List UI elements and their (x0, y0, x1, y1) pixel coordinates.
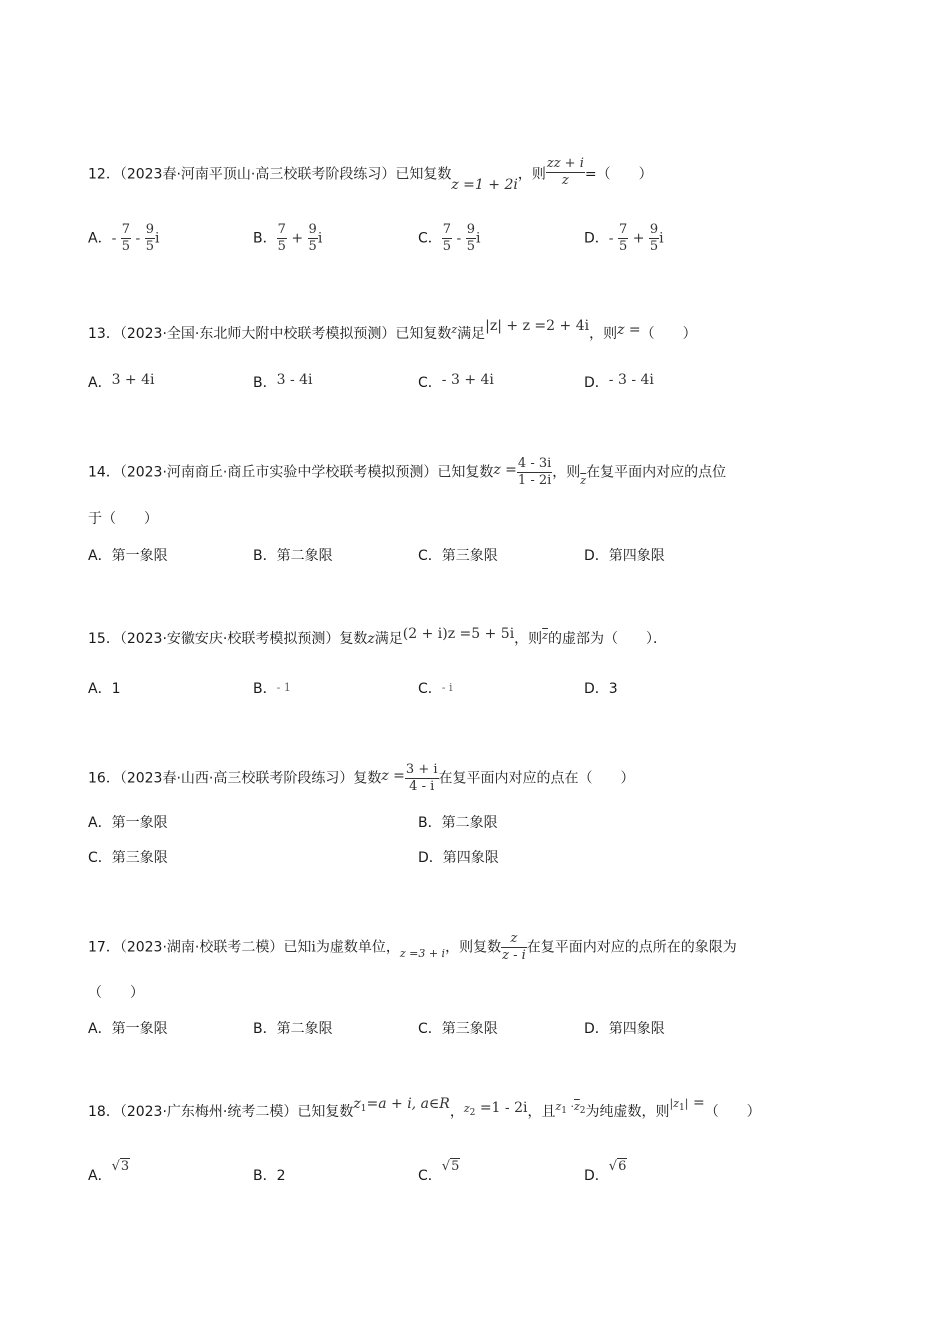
option-op: - (456, 230, 462, 247)
q16-number: 16． (88, 770, 120, 787)
option-value: - i (441, 681, 453, 694)
q15-option-d[interactable] (584, 678, 618, 698)
q14-frac-den: 1 - 2i (517, 473, 552, 488)
option-letter: A． (88, 815, 112, 831)
option-op: + (291, 230, 304, 247)
option-letter: C． (418, 230, 442, 247)
q14-tail: 在复平面内对应的点位 (586, 464, 727, 481)
q18-tail2: = (692, 1095, 705, 1111)
q16-fraction (405, 762, 439, 795)
q15-mid: 满足 (374, 631, 403, 647)
option-unit: i (659, 230, 664, 247)
option-letter: A． (88, 1168, 112, 1184)
option-unit: i (317, 230, 323, 247)
option-value: 第四象限 (608, 1021, 665, 1037)
q14-source: （2023·河南商丘·商丘市实验中学校联考模拟预测）已知复数 (119, 464, 494, 481)
q16-option-c[interactable] (88, 847, 168, 867)
q13-tail2: z = (617, 322, 641, 338)
option-op: - (135, 230, 141, 247)
option-letter: C． (88, 850, 112, 866)
q18-tail3: （ ） (704, 1104, 761, 1120)
option-value: - 1 (276, 681, 291, 694)
q17-fraction (501, 931, 527, 964)
option-value: 第一象限 (111, 548, 168, 564)
q16-tail: 在复平面内对应的点在（ ） (438, 770, 635, 787)
q18-z2-def-group: $z_2 =1 - 2i$ (463, 1100, 528, 1118)
q13-tail3: （ ） (640, 326, 697, 342)
q17-option-d[interactable] (584, 1018, 665, 1038)
q14-option-a[interactable] (88, 545, 168, 565)
q14-mid: ，则 (552, 464, 581, 481)
option-value: 1 (111, 681, 121, 697)
option-letter: B． (253, 230, 277, 247)
question-16 (88, 762, 635, 795)
q18-option-b[interactable] (253, 1165, 286, 1185)
question-13 (88, 318, 697, 343)
q12-number: 12． (88, 166, 120, 183)
q16-source: （2023春·山西·高三校联考阶段练习）复数 (119, 770, 382, 787)
q14-frac-num: 4 - 3i (517, 456, 552, 471)
q15-number: 15． (88, 631, 120, 647)
q18-option-d[interactable] (584, 1159, 627, 1185)
option-letter: D． (418, 850, 443, 866)
option-value: 3 (120, 1159, 130, 1174)
option-letter: C． (418, 548, 442, 564)
option-value: 5 (451, 1159, 460, 1174)
q16-option-d[interactable] (418, 847, 499, 867)
option-frac-1: $\frac{7}{5}$ (277, 222, 286, 254)
q12-expression (546, 156, 585, 189)
q18-option-c[interactable] (418, 1159, 460, 1185)
q13-mid: 满足 (457, 326, 486, 342)
q14-lhs: z = (493, 461, 517, 478)
question-17 (88, 931, 737, 964)
option-sign: - (608, 230, 614, 247)
q14-line2: 于（ ） (88, 511, 158, 527)
q18-number: 18． (88, 1104, 120, 1120)
option-unit: i (154, 230, 160, 247)
q14-fraction (517, 456, 552, 489)
q13-source: （2023·全国·东北师大附中校联考模拟预测）已知复数 (119, 326, 452, 342)
option-letter: B． (418, 815, 442, 831)
q15-var: z (367, 631, 375, 647)
q12-option-a[interactable] (88, 222, 159, 255)
question-12 (88, 158, 653, 191)
question-15 (88, 628, 667, 648)
q17-mid: 为虚数单位， (315, 939, 400, 956)
q13-given: |z| + z =2 + 4i (485, 318, 590, 334)
option-value: 第三象限 (441, 548, 498, 564)
q18-sep: ， (449, 1104, 464, 1120)
q17-source: （2023·湖南·校联考二模）已知 (119, 939, 312, 956)
option-letter: D． (584, 375, 609, 391)
q18-z1-def: =a + i, a∈R (366, 1096, 450, 1112)
option-value: 第三象限 (441, 1021, 498, 1037)
sqrt-icon: √3 (111, 1159, 130, 1174)
option-value: - 3 - 4i (608, 372, 654, 388)
option-value: 第四象限 (608, 548, 665, 564)
option-letter: D． (584, 681, 609, 697)
q12-source: （2023春·河南平顶山·高三校联考阶段练习）已知复数 (119, 166, 452, 183)
q15-source: （2023·安徽安庆·校联考模拟预测）复数 (119, 631, 368, 647)
q13-var: z (451, 323, 458, 336)
q18-option-a[interactable] (88, 1159, 130, 1185)
q15-option-b[interactable] (253, 678, 291, 698)
q18-abs-group: $|z_1|$ = (669, 1095, 705, 1113)
option-letter: B． (253, 1021, 277, 1037)
q13-option-b[interactable] (253, 372, 313, 392)
option-letter: D． (584, 548, 609, 564)
option-letter: A． (88, 230, 112, 247)
option-letter: B． (253, 681, 277, 697)
option-value: 第一象限 (111, 815, 168, 831)
option-letter: C． (418, 681, 442, 697)
option-value: 2 (276, 1168, 286, 1184)
q12-mid: ，则 (517, 166, 546, 183)
q15-tail1: ，则 (514, 631, 543, 647)
q12-given: z =1 + 2i (451, 176, 518, 193)
q17-mid2: ，则复数 (445, 939, 502, 956)
q13-option-d[interactable] (584, 372, 654, 392)
q17-unit: i (311, 939, 316, 956)
q17-frac-num: z (501, 931, 527, 948)
q17-tail: 在复平面内对应的点所在的象限为 (526, 939, 737, 956)
option-value: 第二象限 (441, 815, 498, 831)
q18-z1-def-group: $z_1=a + i$, a∈R (353, 1096, 450, 1114)
sqrt-icon: √6 (608, 1159, 627, 1174)
q14-option-c[interactable] (418, 545, 498, 565)
q12-expr-den: z (561, 173, 569, 188)
option-value: 第一象限 (111, 1021, 168, 1037)
option-letter: D． (584, 1168, 609, 1184)
question-14 (88, 456, 726, 489)
option-letter: B． (253, 375, 277, 391)
option-frac-1: $\frac{7}{5}$ (618, 222, 628, 254)
q17-given: z =3 + i (399, 946, 446, 960)
option-letter: B． (253, 1168, 277, 1184)
q13-tail1: ，则 (589, 326, 618, 342)
option-value: 第二象限 (276, 548, 333, 564)
option-letter: C． (418, 1168, 442, 1184)
q16-option-b[interactable] (418, 812, 498, 832)
q16-frac-num: 3 + i (405, 762, 438, 777)
q17-option-c[interactable] (418, 1018, 498, 1038)
option-frac-2: $\frac{9}{5}$ (308, 222, 317, 254)
option-value: 6 (618, 1159, 627, 1174)
option-op: + (632, 230, 645, 247)
q18-product: $z_1 \cdot\overline{z}_2$ (555, 1100, 586, 1116)
q15-option-a[interactable] (88, 678, 121, 698)
q17-frac-den: z - i (502, 948, 526, 963)
q14-conj: z (580, 473, 587, 487)
option-frac-2: $\frac{9}{5}$ (466, 222, 475, 254)
q12-expr-num: zz + i (546, 156, 584, 171)
q17-option-a[interactable] (88, 1018, 168, 1038)
q12-tail: =（ ） (584, 166, 653, 183)
option-value: 3 + 4i (111, 372, 155, 388)
option-letter: A． (88, 375, 112, 391)
q15-option-c[interactable] (418, 678, 453, 698)
option-value: 3 - 4i (276, 372, 313, 388)
q16-option-a[interactable] (88, 812, 168, 832)
q12-option-b[interactable] (253, 222, 322, 255)
option-value: - 3 + 4i (441, 372, 494, 388)
q14-option-b[interactable] (253, 545, 333, 565)
q13-number: 13． (88, 326, 120, 342)
option-value: 3 (608, 681, 618, 697)
option-value: 第三象限 (111, 850, 168, 866)
option-letter: B． (253, 548, 277, 564)
option-letter: A． (88, 1021, 112, 1037)
option-value: 第四象限 (442, 850, 499, 866)
option-value: 第二象限 (276, 1021, 333, 1037)
q16-frac-den: 4 - i (409, 779, 435, 794)
q15-given: (2 + i)z =5 + 5i (402, 626, 515, 642)
option-letter: D． (584, 1021, 609, 1037)
option-letter: D． (584, 230, 609, 247)
q16-lhs: z = (381, 767, 405, 784)
q14-number: 14． (88, 464, 120, 481)
option-letter: C． (418, 1021, 442, 1037)
option-sign: - (111, 230, 117, 247)
option-unit: i (475, 230, 481, 247)
q14-option-d[interactable] (584, 545, 665, 565)
option-frac-1: $\frac{7}{5}$ (121, 222, 131, 254)
option-letter: A． (88, 681, 112, 697)
q17-line2: （ ） (88, 985, 144, 1001)
option-letter: C． (418, 375, 442, 391)
q18-source: （2023·广东梅州·统考二模）已知复数 (119, 1104, 354, 1120)
q13-option-c[interactable] (418, 372, 494, 392)
q13-option-a[interactable] (88, 372, 155, 392)
q12-option-d[interactable] (584, 222, 664, 255)
question-18 (88, 1095, 761, 1122)
q18-z2-def: =1 - 2i (479, 1100, 528, 1116)
q17-option-b[interactable] (253, 1018, 333, 1038)
option-frac-2: $\frac{9}{5}$ (649, 222, 659, 254)
q18-tail1: 为纯虚数，则 (585, 1104, 670, 1120)
q15-conj: z (542, 629, 548, 642)
q18-mid: ，且 (527, 1104, 556, 1120)
q12-option-c[interactable] (418, 222, 480, 255)
option-letter: A． (88, 548, 112, 564)
option-frac-1: $\frac{7}{5}$ (442, 222, 452, 254)
sqrt-icon: √5 (441, 1159, 460, 1174)
q17-number: 17． (88, 939, 120, 956)
q15-tail2: 的虚部为（ ）． (547, 631, 667, 647)
option-frac-2: $\frac{9}{5}$ (145, 222, 154, 254)
